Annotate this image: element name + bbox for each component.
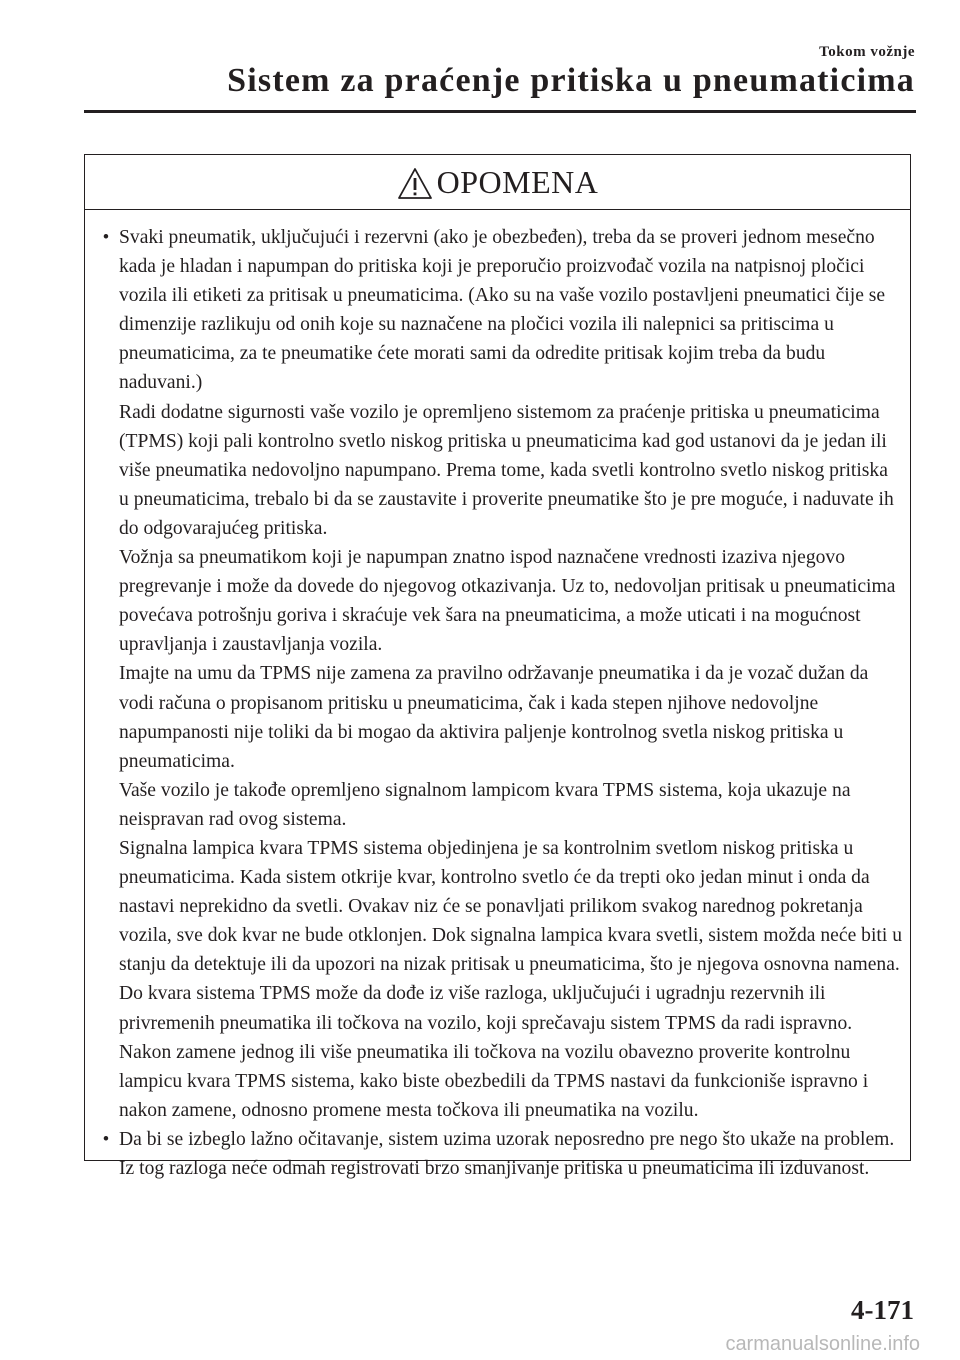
warning-heading: OPOMENA bbox=[436, 163, 599, 200]
warning-paragraph: Radi dodatne sigurnosti vaše vozilo je opremljeno sistemom za praćenje pritiska u pneumaticima (TPMS) koji pali kontrolno svetlo niskog pritiska u pneumaticima kad god ustanovi da je jedan ili više pneumatika nedovoljno napumpano. Prema tome, kada svetli kontrolno svetlo niskog pritiska u pneumaticima, trebalo bi da se zaustavite i proverite pneumatike što je pre moguće, i naduvate ih do odgovarajućeg pritiska. bbox=[119, 401, 894, 539]
warning-paragraph: Vaše vozilo je takođe opremljeno signalnom lampicom kvara TPMS sistema, koja ukazuje na neispravan rad ovog sistema. bbox=[119, 779, 851, 830]
warning-item bbox=[93, 1125, 902, 1183]
watermark: carmanualsonline.info bbox=[725, 1333, 920, 1355]
warning-paragraph: Imajte na umu da TPMS nije zamena za pravilno održavanje pneumatika i da je vozač dužan da vodi računa o propisanom pritisku u pneumaticima, čak i kada stepen njihove nedovoljne napumpanosti nije toliki da bi mogao da aktivira paljenje kontrolnog svetla niskog pritiska u pneumaticima. bbox=[119, 663, 869, 772]
warning-triangle-icon bbox=[397, 167, 433, 200]
section-title: Tokom vožnje bbox=[819, 44, 915, 60]
warning-item bbox=[93, 223, 902, 1125]
warning-paragraph: Da bi se izbeglo lažno očitavanje, sistem uzima uzorak neposredno pre nego što ukaže na problem. Iz tog razloga neće odmah registrovati brzo smanjivanje pritiska u pneumaticima ili izduvanost. bbox=[119, 1128, 895, 1179]
bullet-icon: • bbox=[102, 1128, 110, 1150]
warning-body bbox=[85, 210, 910, 1183]
warning-paragraph: Svaki pneumatik, uključujući i rezervni (ako je obezbeđen), treba da se proveri jednom mesečno kada je hladan i napumpan do pritiska koji je preporučio proizvođač vozila na natpisnoj pločici vozila ili etiketi za pritisak u pneumaticima. (Ako su na vaše vozilo postavljeni pneumatici čije se dimenzije razlikuju od onih koje su naznačene na pločici vozila ili nalepnici sa pritiscima u pneumaticima, za te pneumatike ćete morati sami da odredite pritisak kojim treba da budu naduvani.) bbox=[119, 227, 886, 394]
bullet-icon: • bbox=[102, 227, 110, 248]
warning-paragraph: Vožnja sa pneumatikom koji je napumpan znatno ispod naznačene vrednosti izaziva njegovo pregrevanje i može da dovede do njegovog otkazivanja. Uz to, nedovoljan pritisak u pneumaticima povećava potrošnju goriva i skraćuje vek šara na pneumaticima, a može uticati i na mogućnost upravljanja i zaustavljanja vozila. bbox=[119, 547, 896, 656]
warning-box bbox=[84, 154, 911, 1179]
page-title: Sistem za praćenje pritiska u pneumaticima bbox=[227, 62, 915, 99]
page-number: 4-171 bbox=[851, 1295, 914, 1325]
warning-paragraph: Signalna lampica kvara TPMS sistema objedinjena je sa kontrolnim svetlom niskog pritiska u pneumaticima. Kada sistem otkrije kvar, kontrolno svetlo će da trepti oko jedan minut i onda da nastavi neprekidno da svetli. Ovakav niz će se ponavljati prilikom svakog narednog pokretanja vozila, sve dok kvar ne bude otklonjen. Dok signalna lampica kvara svetli, sistem možda neće biti u stanju da detektuje ili da upozori na nizak pritisak u pneumaticima, što je njegova osnovna namena. Do kvara sistema TPMS može da dođe iz više razloga, uključujući i ugradnju rezervnih ili privremenih pneumatika ili točkova na vozilo, koji sprečavaju sistem TPMS da radi ispravno. Nakon zamene jednog ili više pneumatika ili točkova na vozilu obavezno proverite kontrolnu lampicu kvara TPMS sistema, kako biste obezbedili da TPMS nastavi da funkcioniše ispravno i nakon zamene, odnosno promene mesta točkova ili pneumatika na vozilu. bbox=[119, 837, 902, 1121]
header-divider bbox=[84, 110, 916, 113]
warning-header bbox=[85, 155, 910, 210]
